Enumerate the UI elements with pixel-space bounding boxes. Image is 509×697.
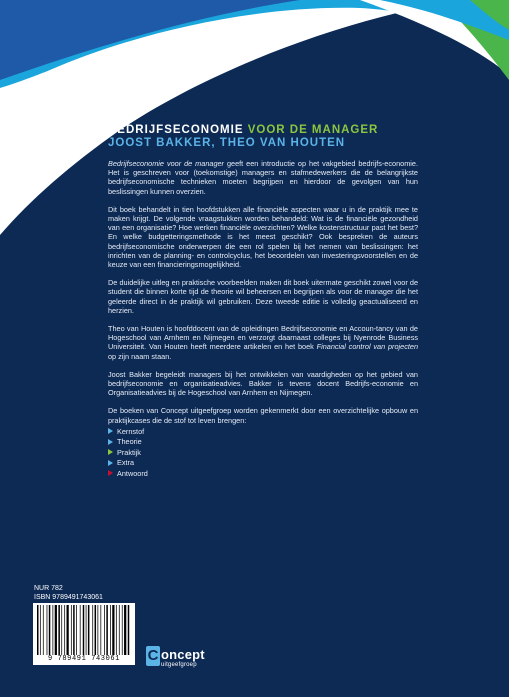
barcode-bar — [88, 605, 90, 655]
barcode-bar — [106, 605, 108, 655]
author-bakker-paragraph: Joost Bakker begeleidt managers bij het ontwikkelen van vaardigheden op het gebied van bedrijfseconomie en organisatieadvies. Bakker is tevens docent Bedrijfs-economie en Organisatieadvies bij de Hogeschool van Arnhem en Nijmegen. — [108, 369, 418, 398]
barcode-bar — [128, 605, 130, 655]
publisher-logo — [146, 644, 216, 672]
list-item — [108, 436, 418, 447]
barcode-bar — [122, 605, 123, 655]
title-part1: BEDRIJFSECONOMIE — [108, 124, 244, 136]
triangle-icon — [108, 439, 113, 445]
barcode-bar — [110, 605, 111, 655]
logo-subtitle: uitgeefgroep — [161, 662, 197, 668]
barcode-bar — [76, 605, 77, 655]
author-houten-book: Financial control van projecten — [316, 342, 418, 352]
list-item-label: Praktijk — [117, 447, 141, 457]
barcode-bar — [61, 605, 62, 655]
isbn-code: ISBN 9789491743061 — [34, 594, 103, 601]
title-block — [108, 124, 468, 149]
barcode — [33, 603, 135, 665]
triangle-icon — [108, 449, 113, 455]
barcode-bar — [100, 605, 101, 655]
author-houten-text-end: op zijn naam staan. — [108, 351, 172, 361]
barcode-bar — [119, 605, 120, 655]
contents-paragraph: Dit boek behandelt in tien hoofdstukken alle financiële aspecten waar u in de praktijk mee te maken krijgt. De volgende vraagstukken worden behandeld: Wat is de financiële gezondheid van een organisatie? Hoe werken financiële overzichten? Welke kostenstructuur past het best? En welke budgetteringsmethode is het meest geschikt? Ook bespreken de auteurs bedrijfseconomische onderwerpen die een rol spelen bij het nemen van beslissingen: het inrichten van de planning- en controlcyclus, het beoordelen van investeringsvoorstellen en de keuze van een financieringsmogelijkheid. — [108, 204, 418, 270]
publisher-paragraph: De boeken van Concept uitgeefgroep worden gekenmerkt door een overzichtelijke opbouw en praktijkcases die de stof tot leven brengen: — [108, 406, 418, 425]
content-types-list — [108, 426, 418, 479]
barcode-bar — [47, 605, 48, 655]
triangle-icon — [108, 460, 113, 466]
list-item-label: Extra — [117, 458, 135, 468]
barcode-bar — [67, 605, 69, 655]
triangle-icon — [108, 470, 113, 476]
barcode-bar — [98, 605, 99, 655]
barcode-bar — [37, 605, 39, 655]
barcode-bar — [80, 605, 81, 655]
list-item — [108, 457, 418, 468]
barcode-bar — [73, 605, 75, 655]
barcode-bar — [71, 605, 72, 655]
audience-paragraph: De duidelijke uitleg en praktische voorbeelden maken dit boek uitermate geschikt zowel voor de student die binnen korte tijd de theorie wil beheersen en begrijpen als voor de manager die het geleerde direct in de praktijk wil gebruiken. Deze tweede editie is volledig geactualiseerd en herzien. — [108, 278, 418, 315]
list-item — [108, 447, 418, 458]
barcode-bar — [49, 605, 51, 655]
list-item — [108, 468, 418, 479]
barcode-digits: 9 789491 743061 — [47, 655, 120, 663]
barcode-bar — [104, 605, 105, 655]
barcode-bar — [55, 605, 57, 655]
triangle-icon — [108, 428, 113, 434]
intro-book-title: Bedrijfseconomie voor de manager — [108, 159, 224, 168]
list-item — [108, 426, 418, 437]
barcode-bars — [37, 605, 131, 655]
list-item-label: Antwoord — [117, 468, 148, 478]
barcode-bar — [124, 605, 126, 655]
intro-text: geeft een introductie op het vakgebied bedrijfs-economie. Het is geschreven voor (toekomstige) managers en stafmedewerkers die de belangrijkste bedrijfseconomische technieken moeten begrijpen en hierdoor de gevolgen van hun beslissingen kunnen overzien. — [108, 159, 418, 196]
barcode-bar — [92, 605, 93, 655]
back-cover-text — [108, 159, 418, 478]
barcode-bar — [95, 605, 97, 655]
barcode-bar — [83, 605, 85, 655]
book-title — [108, 124, 468, 136]
title-part2: VOOR DE MANAGER — [247, 124, 379, 136]
barcode-bar — [64, 605, 65, 655]
nur-code: NUR 782 — [34, 585, 63, 592]
barcode-bar — [112, 605, 114, 655]
publication-meta — [34, 584, 103, 602]
list-item-label: Kernstof — [117, 426, 145, 436]
intro-paragraph — [108, 159, 418, 196]
author-houten-paragraph — [108, 324, 418, 361]
barcode-bar — [43, 605, 44, 655]
barcode-bar — [116, 605, 117, 655]
barcode-bar — [40, 605, 41, 655]
barcode-bar — [86, 605, 87, 655]
logo-mark: C — [147, 647, 159, 664]
authors: JOOST BAKKER, THEO VAN HOUTEN — [108, 137, 346, 149]
list-item-label: Theorie — [117, 437, 142, 447]
barcode-bar — [58, 605, 60, 655]
logo-name: oncept — [161, 647, 205, 662]
author-houten-text: Theo van Houten is hoofddocent van de opleidingen Bedrijfseconomie en Accoun-tancy van de Hogeschool van Arnhem en Nijmegen en verzorgt daarnaast colleges bij Nyenrode Business Universiteit. Van Houten heeft meerdere artikelen en het boek — [108, 324, 418, 352]
barcode-bar — [53, 605, 54, 655]
